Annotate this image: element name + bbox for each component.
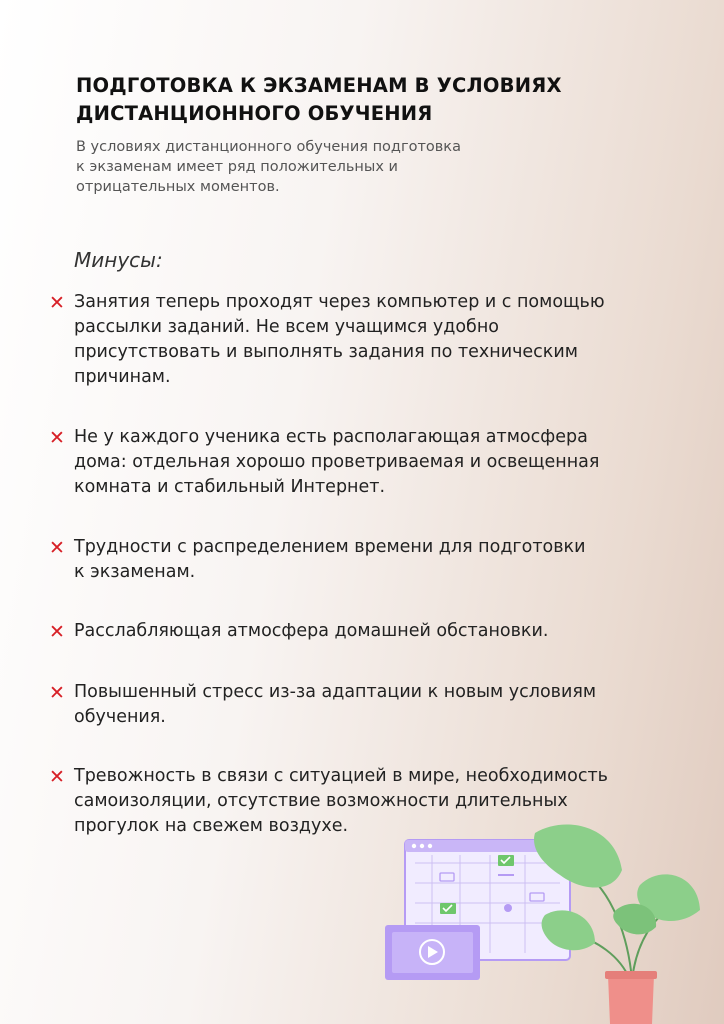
item-line: присутствовать и выполнять задания по техническим — [74, 342, 578, 362]
intro-paragraph — [76, 137, 536, 197]
intro-line: отрицательных моментов. — [76, 179, 280, 195]
cross-icon: ✕ — [49, 682, 65, 704]
online-learning-illustration — [380, 815, 710, 1024]
cross-icon: ✕ — [49, 621, 65, 643]
page-title-line: ПОДГОТОВКА К ЭКЗАМЕНАМ В УСЛОВИЯХ — [76, 74, 562, 97]
item-line: Не у каждого ученика есть располагающая атмосфера — [74, 427, 588, 447]
intro-line: В условиях дистанционного обучения подготовка — [76, 139, 461, 155]
cross-icon: ✕ — [49, 537, 65, 559]
page-title — [76, 72, 636, 128]
item-line: дома: отдельная хорошо проветриваемая и освещенная — [74, 452, 600, 472]
item-line: рассылки заданий. Не всем учащимся удобно — [74, 317, 499, 337]
item-line: Тревожность в связи с ситуацией в мире, необходимость — [74, 766, 608, 786]
item-line: Расслабляющая атмосфера домашней обстановки. — [74, 621, 549, 641]
item-line: Повышенный стресс из-за адаптации к новым условиям — [74, 682, 597, 702]
minus-item — [49, 535, 674, 585]
item-line: причинам. — [74, 367, 171, 387]
minuses-heading: Минусы: — [74, 248, 163, 272]
plant-icon — [534, 825, 700, 1024]
video-player-icon — [385, 925, 480, 980]
minus-item — [49, 425, 674, 500]
item-line: комната и стабильный Интернет. — [74, 477, 386, 497]
item-line: к экзаменам. — [74, 562, 196, 582]
cross-icon: ✕ — [49, 427, 65, 449]
page-title-line: ДИСТАНЦИОННОГО ОБУЧЕНИЯ — [76, 102, 433, 125]
item-line: самоизоляции, отсутствие возможности длительных — [74, 791, 568, 811]
cross-icon: ✕ — [49, 292, 65, 314]
cross-icon: ✕ — [49, 766, 65, 788]
intro-line: к экзаменам имеет ряд положительных и — [76, 159, 398, 175]
item-line: обучения. — [74, 707, 166, 727]
item-line: Занятия теперь проходят через компьютер и с помощью — [74, 292, 605, 312]
item-line: прогулок на свежем воздухе. — [74, 816, 349, 836]
minus-item — [49, 680, 674, 730]
minus-item — [49, 290, 674, 390]
minus-item — [49, 619, 674, 644]
item-line: Трудности с распределением времени для подготовки — [74, 537, 586, 557]
